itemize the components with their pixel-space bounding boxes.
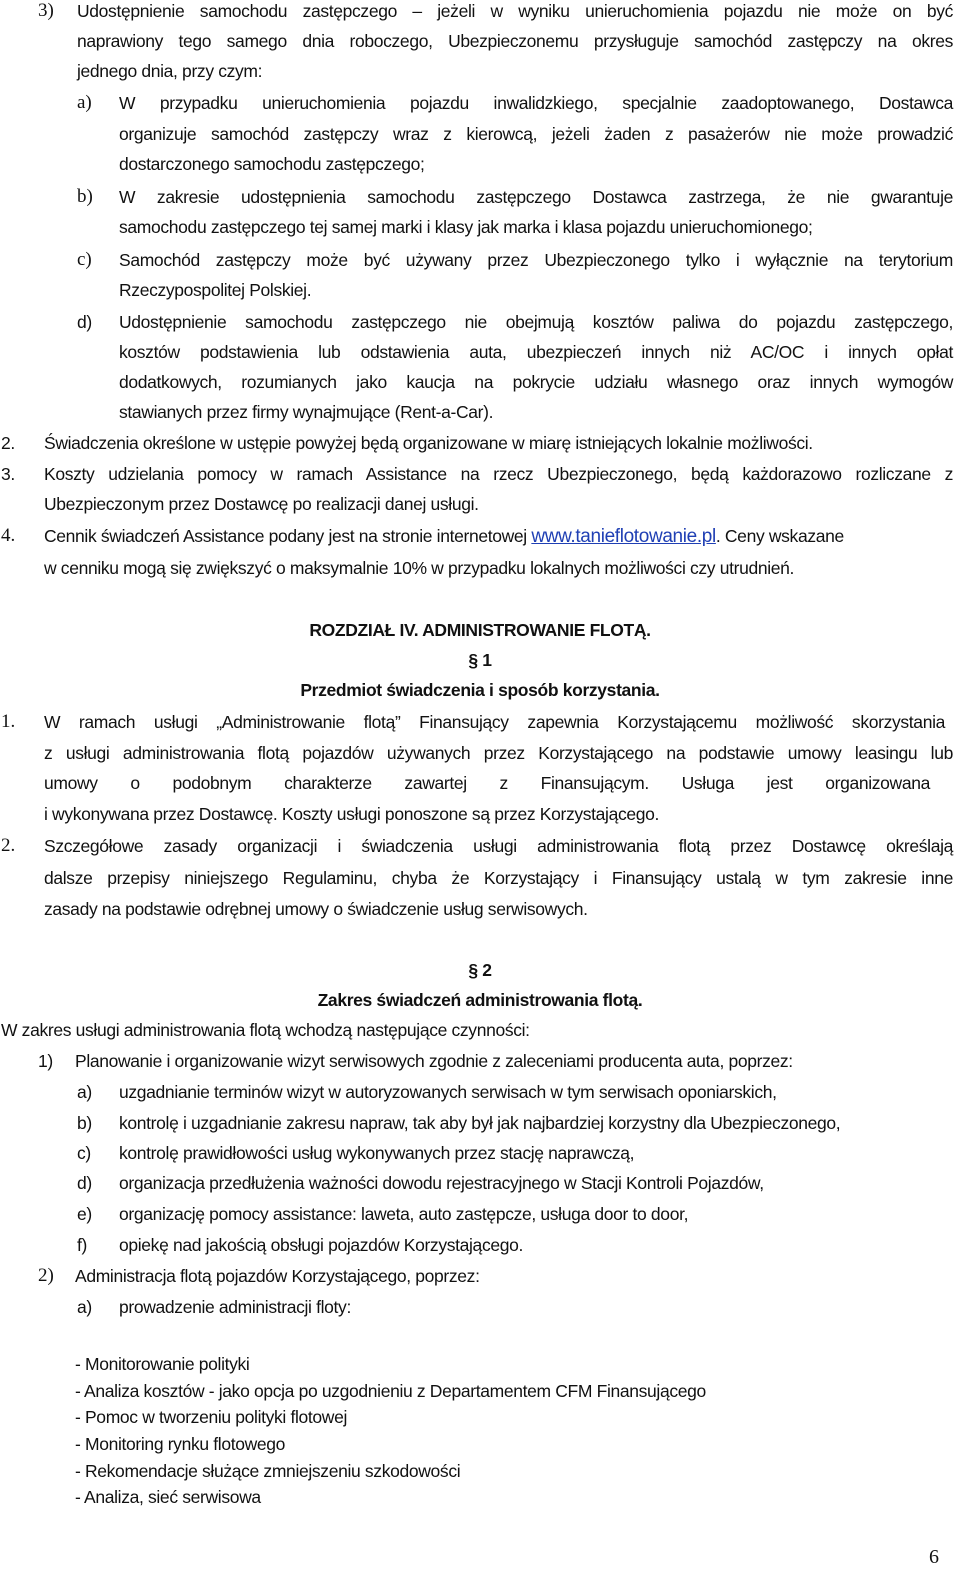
list-item: uzgadnianie terminów wizyt w autoryzowanych serwisach w tym serwisach oponiarskich, xyxy=(119,1082,777,1102)
list-item: opiekę nad jakością obsługi pojazdów Korzystającego. xyxy=(119,1235,524,1255)
list-marker: 2. xyxy=(1,835,16,856)
list-marker: e) xyxy=(77,1204,92,1224)
dash-item: - Monitoring rynku flotowego xyxy=(75,1434,286,1454)
paragraph-line: w cenniku mogą się zwiększyć o maksymalnie 10% w przypadku lokalnych możliwości czy utrudnień. xyxy=(44,558,795,578)
paragraph-text: Cennik świadczeń Assistance podany jest na stronie internetowej xyxy=(44,526,532,546)
dash-item: - Analiza kosztów - jako opcja po uzgodnieniu z Departamentem CFM Finansującego xyxy=(75,1381,706,1401)
paragraph-line: dalsze przepisy niniejszego Regulaminu, chyba że Korzystający i Finansujący ustalą w tym zakresie inne xyxy=(44,868,953,888)
list-marker: 4. xyxy=(1,525,16,546)
list-item: Administracja flotą pojazdów Korzystającego, poprzez: xyxy=(75,1266,480,1286)
paragraph-line: Koszty udzielania pomocy w ramach Assistance na rzecz Ubezpieczonego, będą każdorazowo rozliczane z xyxy=(44,464,953,484)
paragraph-line: Świadczenia określone w ustępie powyżej będą organizowane w miarę istniejących lokalnie możliwości. xyxy=(44,433,813,453)
list-item: organizację pomocy assistance: laweta, auto zastępcze, usługa door to door, xyxy=(119,1204,689,1224)
list-marker: b) xyxy=(77,186,93,207)
paragraph-line: dodatkowych, rozumianych jako kaucja na pokrycie udziału własnego oraz innych wymogów xyxy=(119,372,953,392)
list-item: prowadzenie administracji floty: xyxy=(119,1297,351,1317)
chapter-title: ROZDZIAŁ IV. ADMINISTROWANIE FLOTĄ. xyxy=(309,620,651,640)
section-number: § 1 xyxy=(468,650,492,670)
paragraph-line: organizuje samochód zastępczy wraz z kierowcą, jeżeli żaden z pasażerów nie może prowadzić xyxy=(119,124,953,144)
paragraph-text: . Ceny wskazane xyxy=(715,526,844,546)
paragraph-line: Udostępnienie samochodu zastępczego – jeżeli w wyniku unieruchomienia pojazdu nie może on być xyxy=(77,1,953,21)
list-marker: d) xyxy=(77,312,92,332)
list-marker: c) xyxy=(77,249,92,270)
section-title: Przedmiot świadczenia i sposób korzystania. xyxy=(300,680,660,700)
list-marker: a) xyxy=(77,1082,92,1102)
paragraph-line: W zakresie udostępnienia samochodu zastępczego Dostawca zastrzega, że nie gwarantuje xyxy=(119,187,953,207)
list-marker: 2) xyxy=(38,1265,54,1286)
list-marker: 1. xyxy=(1,711,16,732)
paragraph-line xyxy=(44,525,844,548)
section-number: § 2 xyxy=(468,960,492,980)
list-marker: 3) xyxy=(38,0,54,21)
paragraph-line: Rzeczypospolitej Polskiej. xyxy=(119,280,312,300)
paragraph-line: Samochód zastępczy może być używany przez Ubezpieczonego tylko i wyłącznie na terytorium xyxy=(119,250,953,270)
paragraph-line: Ubezpieczonym przez Dostawcę po realizacji danej usługi. xyxy=(44,494,479,514)
paragraph-line: naprawiony tego samego dnia roboczego, Ubezpieczonemu przysługuje samochód zastępczy na okres xyxy=(77,31,953,51)
paragraph-line: zasady na podstawie odrębnej umowy o świadczenie usług serwisowych. xyxy=(44,899,588,919)
dash-item: - Pomoc w tworzeniu polityki flotowej xyxy=(75,1407,348,1427)
page-number: 6 xyxy=(929,1546,939,1568)
paragraph-line: samochodu zastępczego tej samej marki i klasy jak marka i klasa pojazdu unieruchomionego; xyxy=(119,217,813,237)
list-marker: f) xyxy=(77,1235,87,1255)
section-title: Zakres świadczeń administrowania flotą. xyxy=(317,990,643,1010)
dash-item: - Monitorowanie polityki xyxy=(75,1354,250,1374)
paragraph-line: z usługi administrowania flotą pojazdów używanych przez Korzystającego na podstawie umowy leasingu lub xyxy=(44,743,953,763)
list-marker: a) xyxy=(77,92,92,113)
intro-line: W zakres usługi administrowania flotą wchodzą następujące czynności: xyxy=(1,1020,530,1040)
paragraph-line: W przypadku unieruchomienia pojazdu inwalidzkiego, specjalnie zaadoptowanego, Dostawca xyxy=(119,93,953,113)
paragraph-line: stawianych przez firmy wynajmujące (Rent-a-Car). xyxy=(119,402,494,422)
website-link[interactable]: www.tanieflotowanie.pl xyxy=(531,526,716,547)
list-marker: 1) xyxy=(38,1051,53,1071)
list-marker: b) xyxy=(77,1113,92,1133)
list-marker: c) xyxy=(77,1143,91,1163)
list-item: kontrolę i uzgadnianie zakresu napraw, tak aby był jak najbardziej korzystny dla Ubezpieczonego, xyxy=(119,1113,841,1133)
dash-item: - Analiza, sieć serwisowa xyxy=(75,1487,261,1507)
list-item: Planowanie i organizowanie wizyt serwisowych zgodnie z zaleceniami producenta auta, poprzez: xyxy=(75,1051,793,1071)
list-marker: d) xyxy=(77,1173,92,1193)
list-item: organizacja przedłużenia ważności dowodu rejestracyjnego w Stacji Kontroli Pojazdów, xyxy=(119,1173,764,1193)
paragraph-line: umowy o podobnym charakterze zawartej z Finansującym. Usługa jest organizowana xyxy=(44,773,930,793)
paragraph-line: W ramach usługi „Administrowanie flotą” Finansujący zapewnia Korzystającemu możliwość skorzystania xyxy=(44,712,945,732)
list-marker: a) xyxy=(77,1297,92,1317)
list-item: kontrolę prawidłowości usług wykonywanych przez stację naprawczą, xyxy=(119,1143,635,1163)
paragraph-line: i wykonywana przez Dostawcę. Koszty usługi ponoszone są przez Korzystającego. xyxy=(44,804,660,824)
list-marker: 2. xyxy=(1,433,15,453)
list-marker: 3. xyxy=(1,464,15,484)
paragraph-line: Szczegółowe zasady organizacji i świadczenia usługi administrowania flotą przez Dostawcę określają xyxy=(44,836,953,856)
paragraph-line: Udostępnienie samochodu zastępczego nie obejmują kosztów paliwa do pojazdu zastępczego, xyxy=(119,312,953,332)
paragraph-line: dostarczonego samochodu zastępczego; xyxy=(119,154,425,174)
paragraph-line: kosztów podstawienia lub odstawienia auta, ubezpieczeń innych niż AC/OC i innych opłat xyxy=(119,342,953,362)
paragraph-line: jednego dnia, przy czym: xyxy=(77,61,263,81)
dash-item: - Rekomendacje służące zmniejszeniu szkodowości xyxy=(75,1461,461,1481)
